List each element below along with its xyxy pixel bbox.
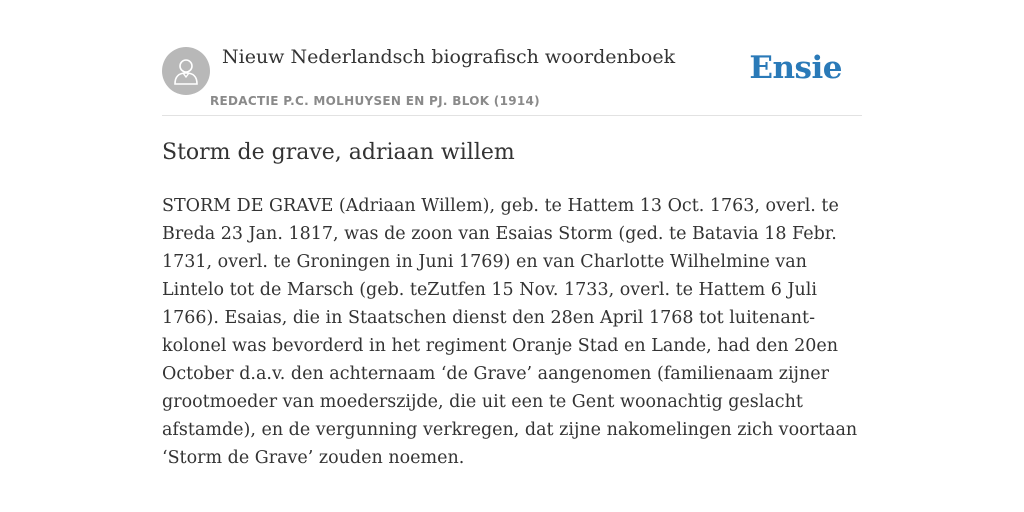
book-title[interactable]: Nieuw Nederlandsch biografisch woordenboek [222,46,676,68]
header [162,40,862,116]
user-icon [173,57,199,85]
entry-body: STORM DE GRAVE (Adriaan Willem), geb. te Hattem 13 Oct. 1763, overl. te Breda 23 Jan. 1817, was de zoon van Esaias Storm (ged. te Batavia 18 Febr. 1731, overl. te Groningen in Juni 1769) en van Charlotte Wilhelmine van Lintelo tot de Marsch (geb. teZutfen 15 Nov. 1733, overl. te Hattem 6 Juli 1766). Esaias, die in Staatschen dienst den 28en April 1768 tot luitenant-kolonel was bevorderd in het regiment Oranje Stad en Lande, had den 20en October d.a.v. den achternaam ‘de Grave’ aangenomen (familienaam zijner grootmoeder van moederszijde, die uit een te Gent woonachtig geslacht afstamde), en de vergunning verkregen, dat zijne nakomelingen zich voortaan ‘Storm de Grave’ zouden noemen. [162,196,858,468]
avatar[interactable] [162,47,210,95]
editors-credit: REDACTIE P.C. MOLHUYSEN EN PJ. BLOK (1914) [210,94,540,108]
brand-logo[interactable]: Ensie [749,50,842,86]
entry-title: Storm de grave, adriaan willem [162,140,515,165]
